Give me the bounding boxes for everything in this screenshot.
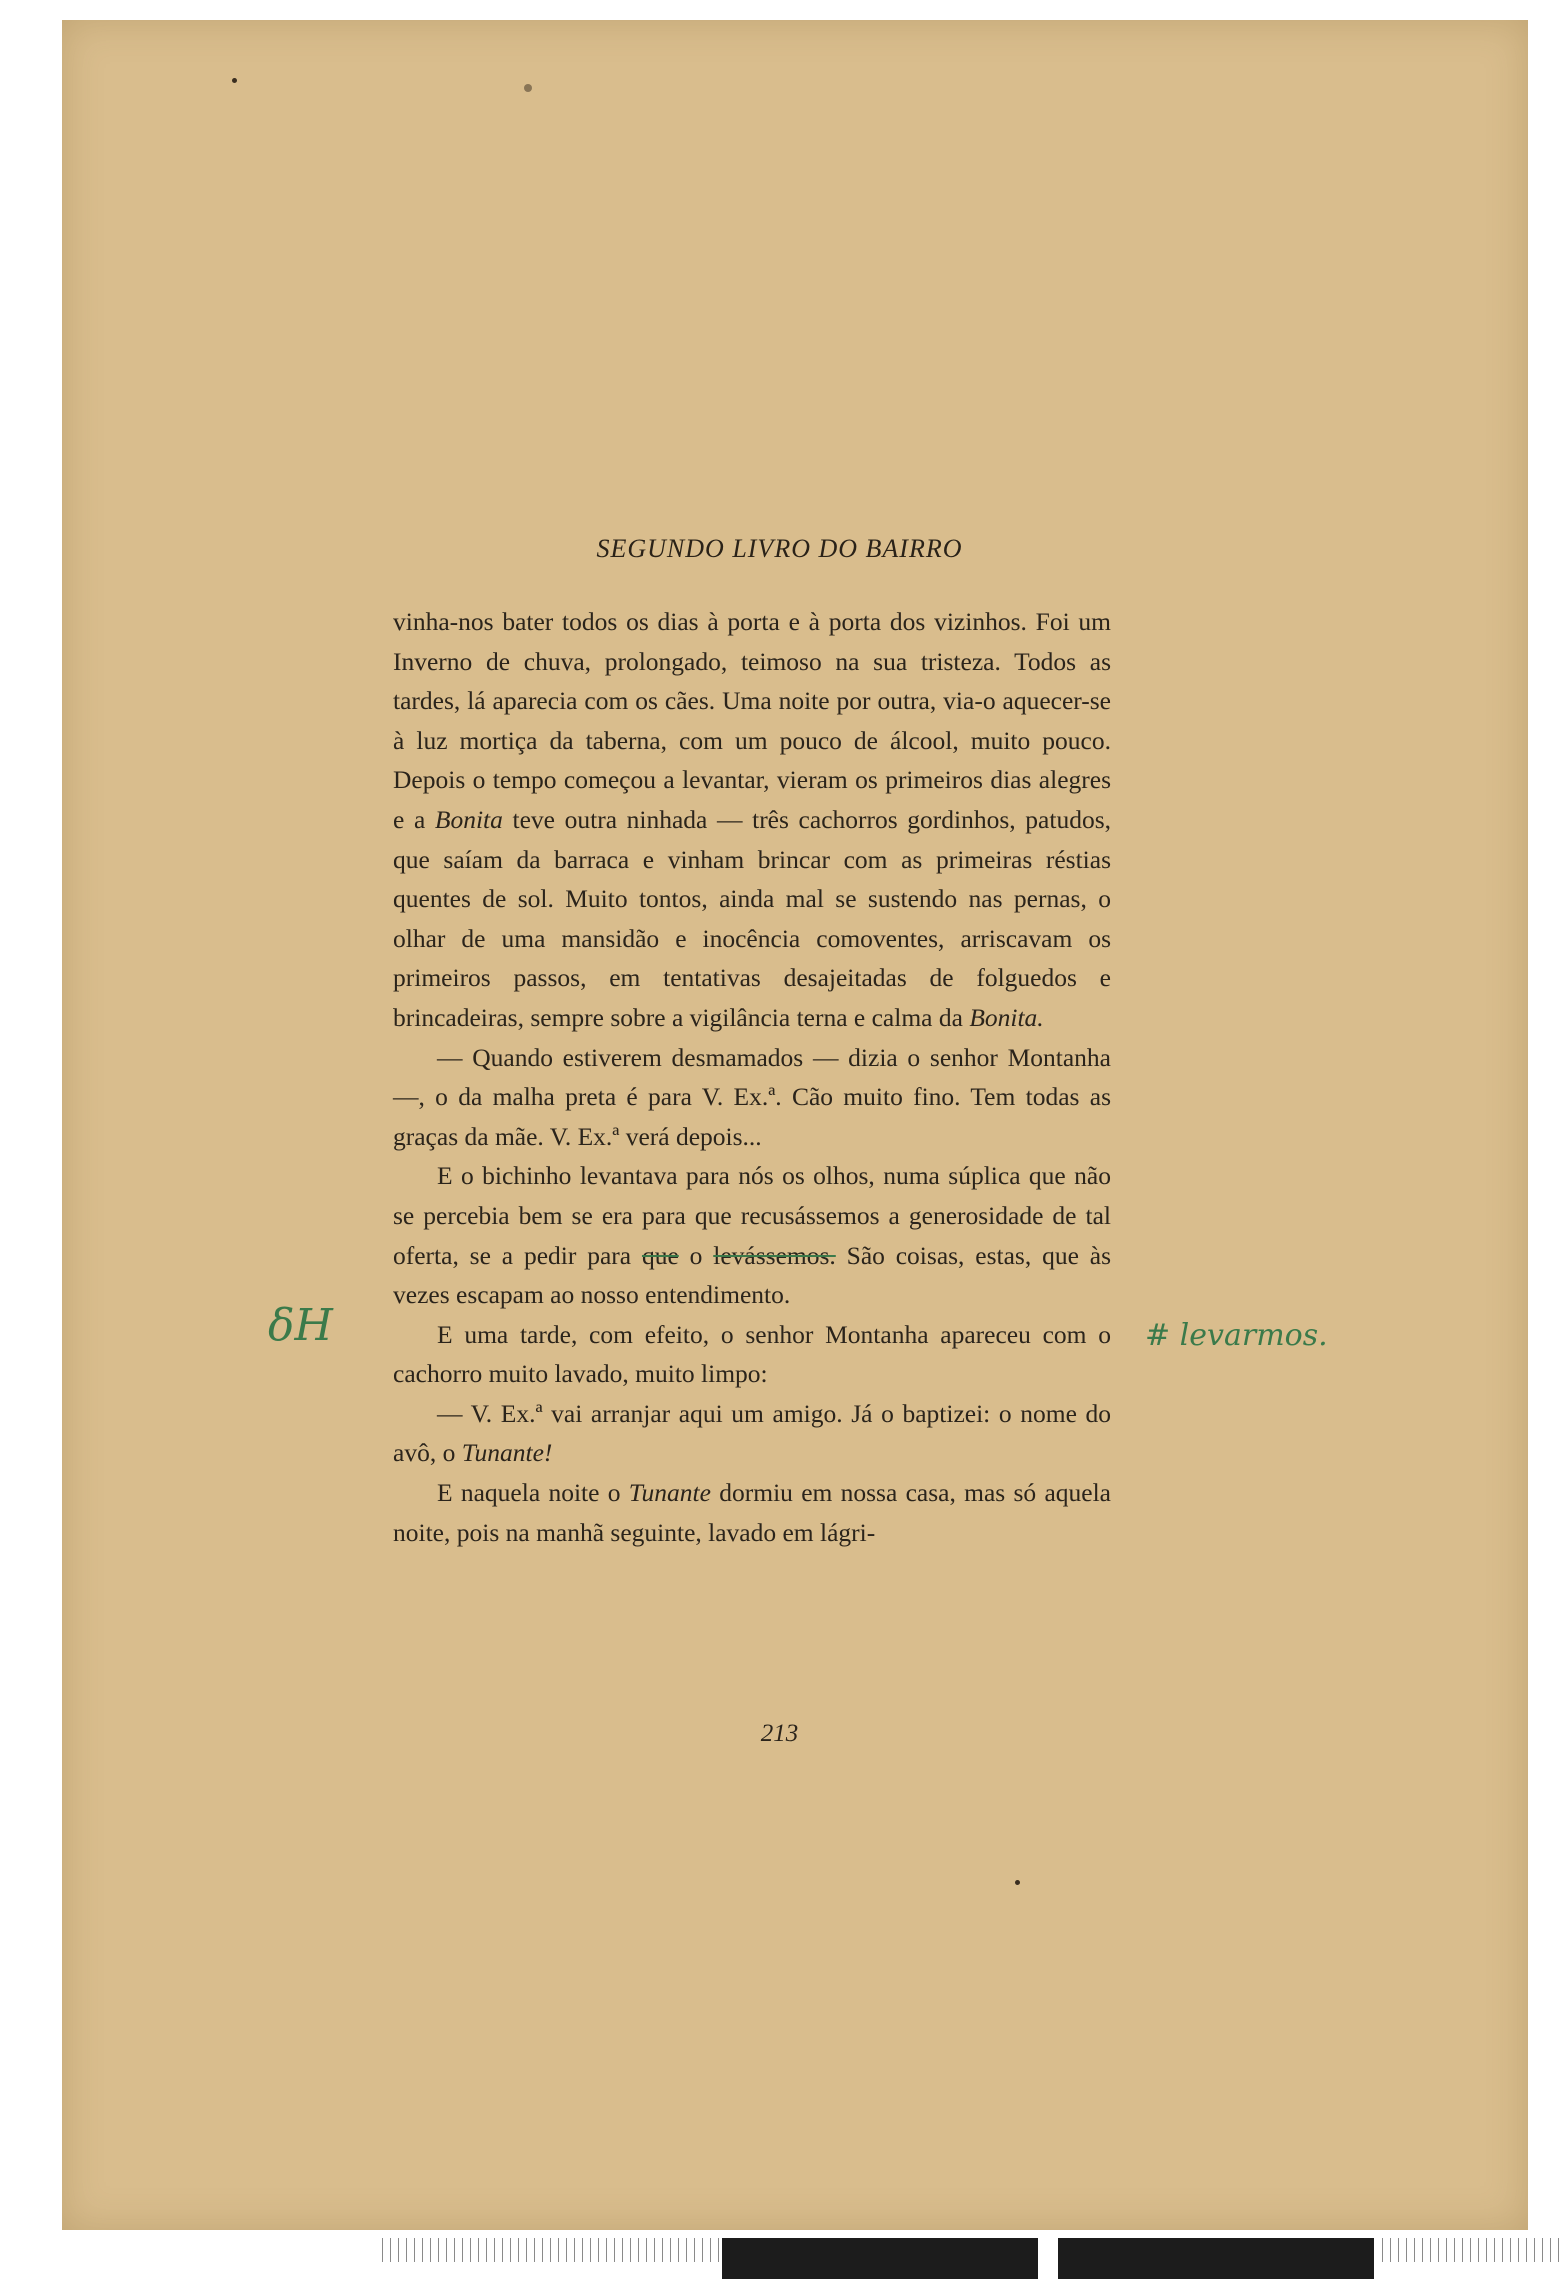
ruler-ticks [1382,2238,1559,2262]
text-run: dormiu em nossa casa, mas só aquela noite, pois na manhã seguinte, lavado em lágri- [393,1478,1111,1547]
page-number: 213 [760,1720,799,1747]
italic-name: Bonita. [969,1002,1044,1032]
text-run: — V. Ex.ª vai arranjar aqui um amigo. Já o baptizei: o nome do avô, o [393,1398,1111,1468]
text-run: E o bichinho levantava para nós os olhos, numa súplica que não se percebia bem se era para que recusássemos a generosidade de tal oferta, se a pedir para [393,1161,1111,1270]
text-run: teve outra ninhada — três cachorros gordinhos, patudos, que saíam da barraca e vinham brincar com as primeiras réstias quentes de sol. Muito tontos, ainda mal se sustendo nas pernas, o olhar de uma mansidão e inocência comoventes, arriscavam os primeiros passos, em tentativas desajeitadas de folguedos e brincadeiras, sempre sobre a vigilância terna e calma da [393,804,1111,1032]
italic-name: Bonita [434,804,503,834]
text-run: São coisas, estas, que às vezes escapam ao nosso entendimento. [393,1240,1112,1310]
text-run: o [678,1240,714,1270]
italic-name: Tunante! [461,1438,553,1468]
paragraph [393,602,1111,1038]
ruler-ticks [382,2238,722,2262]
italic-name: Tunante [628,1478,711,1508]
scale-ruler [382,2238,1559,2279]
paper-speck [232,78,237,83]
color-bar-block [722,2238,1038,2279]
paragraph [393,1473,1111,1552]
running-header: SEGUNDO LIVRO DO BAIRRO [596,534,963,563]
margin-annotation-right: # levarmos. [1145,1318,1328,1353]
text-run: E naquela noite o [437,1478,629,1508]
paper-speck [524,84,532,92]
struck-word: que [641,1240,679,1270]
text-run: vinha-nos bater todos os dias à porta e à porta dos vizinhos. Foi um Inverno de chuva, prolongado, teimoso na sua tristeza. Todos as tardes, lá aparecia com os cães. Uma noite por outra, via-o aquecer-se à luz mortiça da taberna, com um pouco de álcool, muito pouco. Depois o tempo começou a levantar, vieram os primeiros dias alegres e a [393,607,1111,834]
body-text [393,602,1111,1552]
paragraph: E uma tarde, com efeito, o senhor Montanha apareceu com o cachorro muito lavado, muito limpo: [393,1319,1111,1389]
paragraph [393,1394,1111,1473]
margin-annotation-left: δH [268,1300,333,1351]
paragraph [393,1156,1111,1314]
color-bar-block [1058,2238,1374,2279]
struck-word: levássemos. [713,1240,836,1270]
paragraph: — Quando estiverem desmamados — dizia o senhor Montanha —, o da malha preta é para V. Ex.ª. Cão muito fino. Tem todas as graças da mãe. V. Ex.ª verá depois... [393,1042,1111,1151]
paper-speck [1015,1880,1020,1885]
